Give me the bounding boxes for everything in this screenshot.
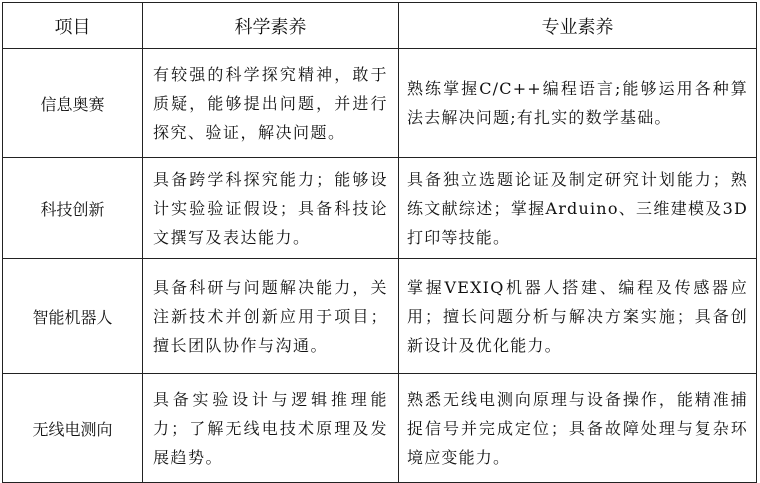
row-item-name: 智能机器人 [3, 259, 143, 374]
row-science-text: 具备跨学科探究能力；能够设计实验验证假设；具备科技论文撰写及表达能力。 [143, 158, 399, 259]
header-professional-literacy: 专业素养 [399, 3, 757, 49]
competency-table [2, 2, 757, 483]
table-row [3, 158, 757, 259]
table-row [3, 374, 757, 483]
row-professional-text: 掌握VEXIQ机器人搭建、编程及传感器应用；擅长问题分析与解决方案实施；具备创新设计及优化能力。 [399, 259, 757, 374]
header-science-literacy: 科学素养 [143, 3, 399, 49]
table-row [3, 259, 757, 374]
row-professional-text: 熟悉无线电测向原理与设备操作，能精准捕捉信号并完成定位；具备故障处理与复杂环境应变能力。 [399, 374, 757, 483]
row-professional-text: 熟练掌握C/C++编程语言;能够运用各种算法去解决问题;有扎实的数学基础。 [399, 49, 757, 158]
table-row [3, 49, 757, 158]
row-item-name: 科技创新 [3, 158, 143, 259]
row-professional-text: 具备独立选题论证及制定研究计划能力；熟练文献综述；掌握Arduino、三维建模及3D打印等技能。 [399, 158, 757, 259]
row-item-name: 信息奥赛 [3, 49, 143, 158]
row-item-name: 无线电测向 [3, 374, 143, 483]
row-science-text: 具备科研与问题解决能力，关注新技术并创新应用于项目；擅长团队协作与沟通。 [143, 259, 399, 374]
row-science-text: 具备实验设计与逻辑推理能力；了解无线电技术原理及发展趋势。 [143, 374, 399, 483]
header-item: 项目 [3, 3, 143, 49]
row-science-text: 有较强的科学探究精神，敢于质疑，能够提出问题，并进行探究、验证，解决问题。 [143, 49, 399, 158]
table-header-row [3, 3, 757, 49]
